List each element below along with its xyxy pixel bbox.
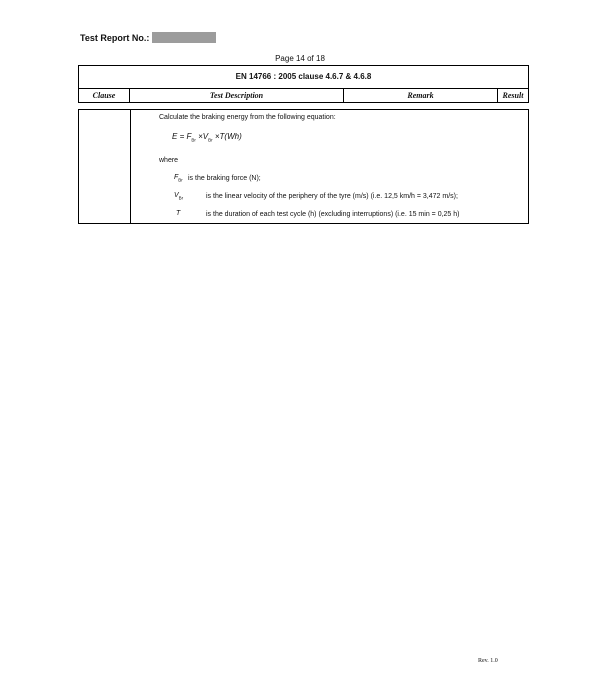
content-table	[78, 109, 529, 224]
definition-t: is the duration of each test cycle (h) (excluding interruptions) (i.e. 15 min = 0,25 h)	[206, 211, 460, 218]
column-result: Result	[502, 91, 524, 100]
page-number: Page 14 of 18	[275, 54, 325, 63]
column-remark: Remark	[344, 89, 498, 102]
column-test-description: Test Description	[130, 89, 344, 102]
intro-text: Calculate the braking energy from the following equation:	[159, 114, 336, 121]
definition-v-br: is the linear velocity of the periphery of the tyre (m/s) (i.e. 12,5 km/h = 3,472 m/s);	[206, 193, 458, 200]
column-clause: Clause	[79, 89, 130, 102]
redacted-report-number	[152, 32, 216, 43]
column-divider	[130, 110, 131, 223]
standard-title: EN 14766 : 2005 clause 4.6.7 & 4.6.8	[235, 72, 372, 81]
definition-f-br: is the braking force (N);	[188, 175, 261, 182]
symbol-f-br: $F_{Br}$	[174, 174, 183, 183]
symbol-t: T	[176, 210, 181, 217]
column-header-row	[79, 88, 528, 102]
header-table	[78, 65, 529, 103]
revision-label: Rev. 1.0	[478, 658, 498, 664]
test-report-label: Test Report No.:	[80, 33, 150, 43]
symbol-v-br: $V_{Br}$	[174, 192, 184, 201]
where-text: where	[159, 157, 179, 164]
braking-energy-equation: $E = F_{Br} \times V_{Br} \times T(Wh)$	[172, 132, 242, 143]
